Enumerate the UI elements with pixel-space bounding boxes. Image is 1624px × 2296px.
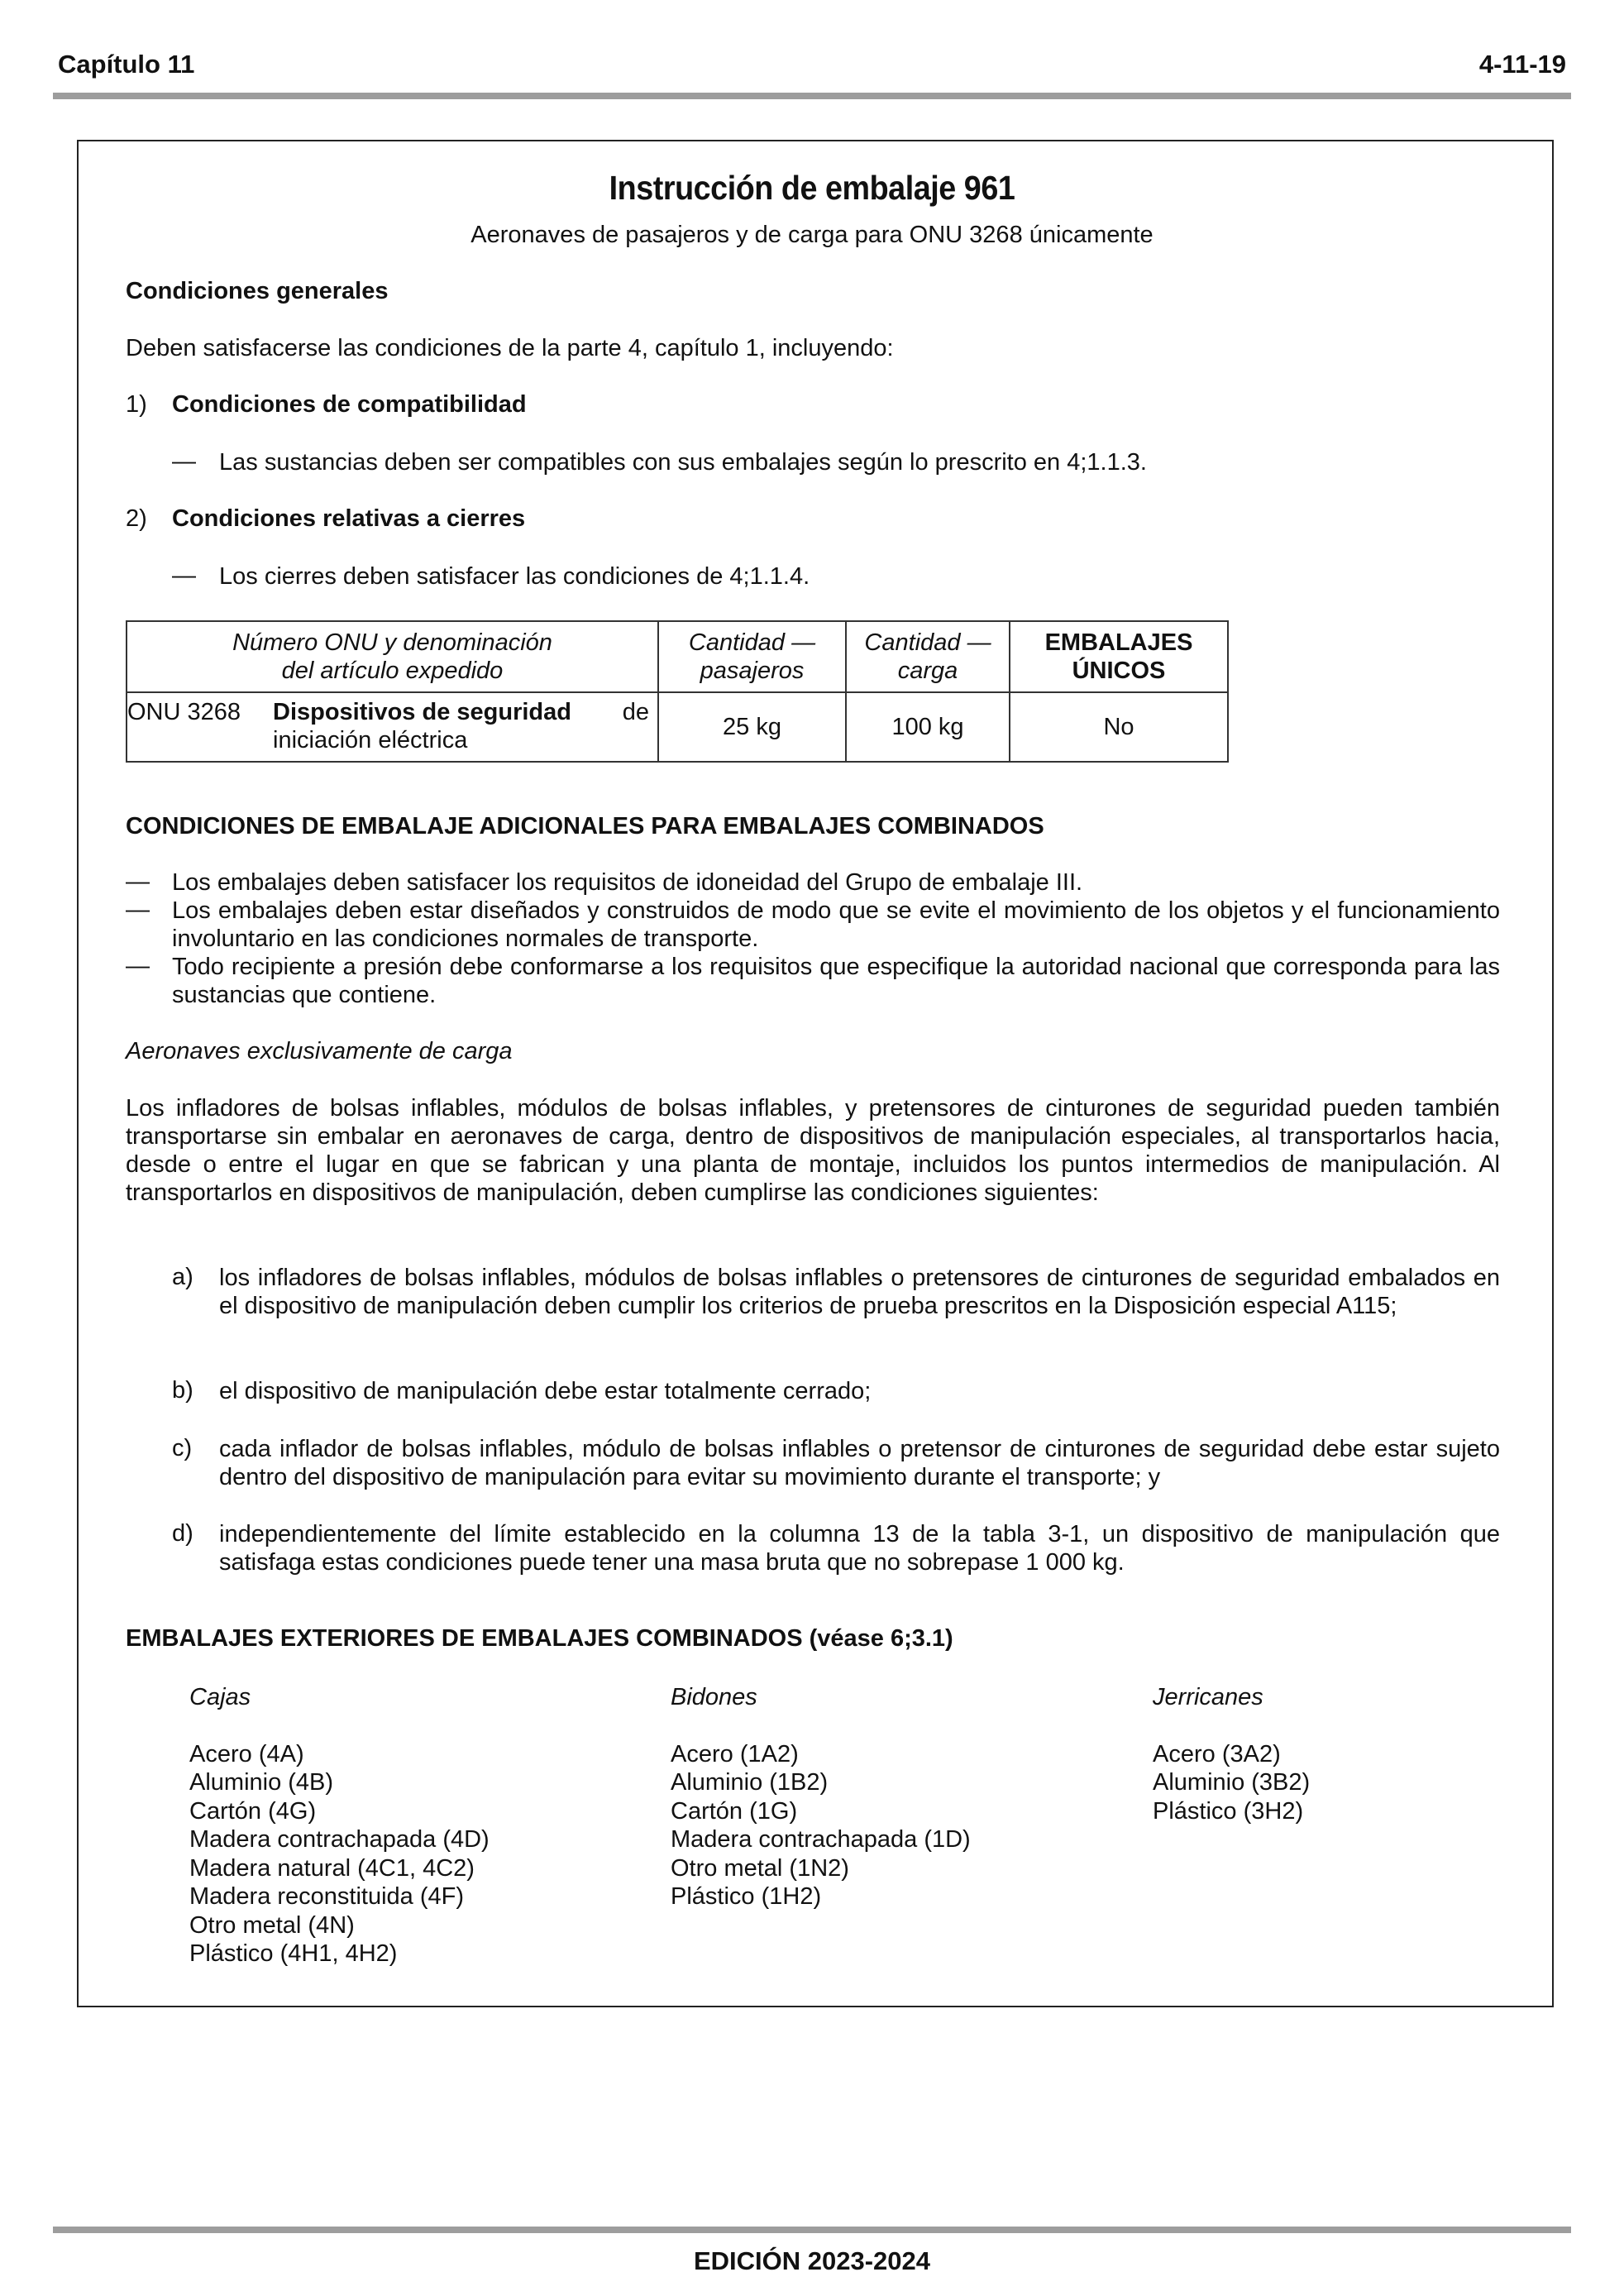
table-row (127, 692, 1228, 762)
column-title: Jerricanes (1153, 1684, 1263, 1710)
list-item: Plástico (3H2) (1153, 1797, 1304, 1825)
table-header-row (127, 621, 1228, 692)
additional-item-2: Los embalajes deben estar diseñados y construidos de modo que se evite el movimiento de los objetos y el funcionamiento involuntario en las condiciones normales de transporte. (172, 897, 1500, 952)
page-subtitle: Aeronaves de pasajeros y de carga para ONU 3268 únicamente (470, 222, 1154, 248)
additional-dash-3: — (126, 953, 150, 979)
outer-heading: EMBALAJES EXTERIORES DE EMBALAJES COMBINADOS (véase 6;3.1) (126, 1625, 953, 1652)
cargo-item-d-text: independientemente del límite establecido en la columna 13 de la tabla 3-1, un dispositivo de manipulación que satisfaga estas condiciones puede tener una masa bruta que no sobrepase 1 000 kg. (219, 1521, 1500, 1576)
header-single-packaging: EMBALAJES ÚNICOS (1010, 621, 1228, 692)
cargo-item-d-label: d) (172, 1520, 193, 1547)
list-item: Acero (3A2) (1153, 1740, 1281, 1767)
item-2-title: Condiciones relativas a cierres (172, 505, 526, 532)
page-title: Instrucción de embalaje 961 (609, 169, 1015, 207)
list-item: Acero (4A) (189, 1740, 304, 1767)
page-number: 4-11-19 (1478, 50, 1566, 79)
cargo-item-c-text: cada inflador de bolsas inflables, módulo de bolsas inflables o pretensor de cinturones de seguridad debe estar sujeto dentro del dispositivo de manipulación para evitar su movimiento durante el transporte; y (219, 1436, 1500, 1490)
chapter-label: Capítulo 11 (58, 50, 195, 79)
item-1-title: Condiciones de compatibilidad (172, 391, 527, 418)
list-item: Cartón (1G) (671, 1797, 798, 1825)
list-item: Aluminio (4B) (189, 1769, 334, 1796)
list-item: Plástico (1H2) (671, 1883, 822, 1910)
additional-dash-1: — (126, 868, 150, 895)
additional-dash-2: — (126, 897, 150, 923)
item-1-text: Las sustancias deben ser compatibles con sus embalajes según lo prescrito en 4;1.1.3. (219, 449, 1147, 476)
item-1-dash: — (172, 448, 196, 475)
page-header (58, 50, 1566, 83)
list-item: Madera reconstituida (4F) (189, 1883, 465, 1910)
header-un: Número ONU y denominación del artículo expedido (127, 621, 658, 692)
cell-cargo-qty: 100 kg (846, 692, 1010, 762)
cargo-item-a-text: los infladores de bolsas inflables, módulos de bolsas inflables o pretensores de cinturones de seguridad embalados en el dispositivo de manipulación deben cumplir los criterios de prueba prescritos en la Disposición especial A115; (219, 1265, 1500, 1319)
item-2-number: 2) (126, 505, 147, 532)
cargo-item-a-label: a) (172, 1264, 193, 1290)
cell-article-name: Dispositivos de seguridad de iniciación eléctrica (273, 692, 658, 762)
list-item: Aluminio (1B2) (671, 1769, 829, 1796)
header-cargo: Cantidad — carga (846, 621, 1010, 692)
column-title: Cajas (189, 1684, 251, 1710)
list-item: Acero (1A2) (671, 1740, 799, 1767)
list-item: Aluminio (3B2) (1153, 1769, 1311, 1796)
column-title: Bidones (671, 1684, 757, 1710)
column-jerricans (1153, 1683, 1310, 1825)
header-passengers: Cantidad — pasajeros (658, 621, 846, 692)
general-heading: Condiciones generales (126, 278, 389, 304)
cell-single-packaging: No (1010, 692, 1228, 762)
list-item: Otro metal (1N2) (671, 1854, 849, 1882)
cargo-item-c-label: c) (172, 1435, 193, 1461)
additional-item-1: Los embalajes deben satisfacer los requisitos de idoneidad del Grupo de embalaje III. (172, 869, 1083, 896)
list-item: Otro metal (4N) (189, 1911, 355, 1939)
edition-footer: EDICIÓN 2023-2024 (693, 2246, 931, 2275)
list-item: Madera natural (4C1, 4C2) (189, 1854, 475, 1882)
column-drums (671, 1683, 971, 1911)
additional-heading: CONDICIONES DE EMBALAJE ADICIONALES PARA EMBALAJES COMBINADOS (126, 813, 1044, 839)
cargo-only-intro: Los infladores de bolsas inflables, módulos de bolsas inflables, y pretensores de cinturones de seguridad pueden también transportarse sin embalar en aeronaves de carga, dentro de dispositivos de manipulación especiales, al transportarlos hacia, desde o entre el lugar en que se fabrican y una planta de montaje, incluidos los puntos intermedios de manipulación. Al transportarlos en dispositivos de manipulación, deben cumplirse las condiciones siguientes: (126, 1095, 1500, 1206)
cell-passengers-qty: 25 kg (658, 692, 846, 762)
cargo-only-heading: Aeronaves exclusivamente de carga (126, 1038, 513, 1064)
general-intro: Deben satisfacerse las condiciones de la parte 4, capítulo 1, incluyendo: (126, 335, 894, 361)
item-2-text: Los cierres deben satisfacer las condiciones de 4;1.1.4. (219, 563, 810, 590)
footer-rule (53, 2227, 1571, 2233)
item-2-dash: — (172, 562, 196, 589)
list-item: Madera contrachapada (1D) (671, 1826, 971, 1853)
header-rule (53, 93, 1571, 99)
cell-un-number: ONU 3268 (127, 692, 273, 762)
cargo-item-b-label: b) (172, 1377, 193, 1404)
item-1-number: 1) (126, 391, 147, 418)
list-item: Madera contrachapada (4D) (189, 1826, 490, 1853)
quantity-table (126, 620, 1229, 763)
list-item: Plástico (4H1, 4H2) (189, 1940, 398, 1967)
cargo-item-b-text: el dispositivo de manipulación debe estar totalmente cerrado; (219, 1378, 872, 1404)
additional-item-3: Todo recipiente a presión debe conformarse a los requisitos que especifique la autoridad nacional que corresponda para las sustancias que contiene. (172, 954, 1500, 1008)
list-item: Cartón (4G) (189, 1797, 317, 1825)
column-boxes (189, 1683, 490, 1968)
